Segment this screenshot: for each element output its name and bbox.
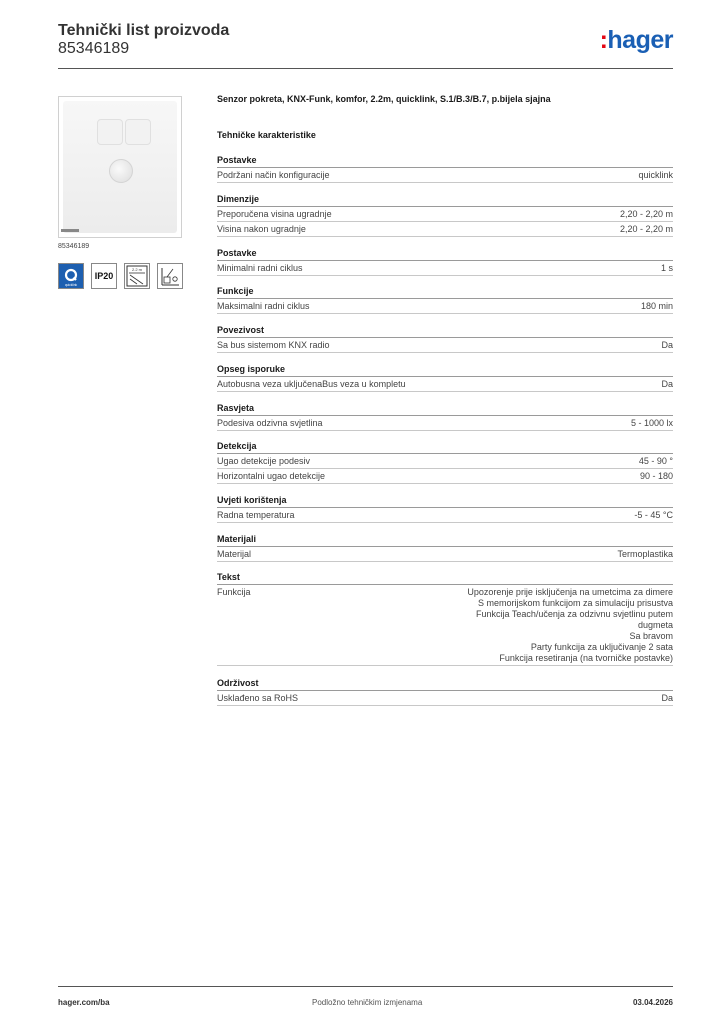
- section-title: Dimenzije: [217, 193, 673, 207]
- spec-label: Ugao detekcije podesiv: [217, 456, 311, 466]
- footer-website-link[interactable]: hager.com/ba: [58, 998, 110, 1007]
- section-title: Postavke: [217, 247, 673, 261]
- spec-value: 2,20 - 2,20 m: [619, 224, 673, 234]
- section-title: Opseg isporuke: [217, 363, 673, 377]
- function-line: dugmeta: [637, 620, 673, 630]
- spec-label: Materijal: [217, 549, 252, 559]
- spec-value: Da: [661, 693, 673, 703]
- spec-label: Maksimalni radni ciklus: [217, 301, 310, 311]
- spec-label: Preporučena visina ugradnje: [217, 209, 332, 219]
- mounting-height-caption: 2.2 m: [131, 267, 143, 272]
- spec-section: [217, 533, 673, 562]
- product-description: Senzor pokreta, KNX-Funk, komfor, 2.2m, quicklink, S.1/B.3/B.7, p.bijela sjajna: [217, 94, 551, 104]
- spec-section: [217, 324, 673, 353]
- quicklink-caption: quicklink: [64, 283, 78, 287]
- section-title: Rasvjeta: [217, 402, 673, 416]
- sensor-button-left: [97, 119, 123, 145]
- spec-value: 45 - 90 °: [638, 456, 673, 466]
- image-ref-code: 85346189: [58, 243, 90, 250]
- spec-section: [217, 571, 673, 666]
- spec-row: [217, 454, 673, 469]
- footer-notice: Podložno tehničkim izmjenama: [312, 998, 423, 1007]
- hager-logo: [600, 26, 673, 55]
- spec-row: [217, 508, 673, 523]
- section-title: Postavke: [217, 154, 673, 168]
- spec-section: [217, 677, 673, 706]
- section-title: Detekcija: [217, 440, 673, 454]
- section-title: Održivost: [217, 677, 673, 691]
- sensor-lens: [109, 159, 133, 183]
- spec-label: Autobusna veza uključenaBus veza u kompletu: [217, 379, 406, 389]
- spec-label: Horizontalni ugao detekcije: [217, 471, 326, 481]
- spec-value: -5 - 45 °C: [634, 510, 673, 520]
- function-line: Funkcija resetiranja (na tvorničke postavke): [499, 653, 673, 663]
- spec-row: [217, 261, 673, 276]
- spec-value: Da: [661, 340, 673, 350]
- document-title: Tehnički list proizvoda: [58, 22, 230, 39]
- spec-value: 5 - 1000 lx: [630, 418, 673, 428]
- spec-section: [217, 440, 673, 484]
- section-title: Materijali: [217, 533, 673, 547]
- spec-value: 180 min: [640, 301, 673, 311]
- quicklink-icon: [58, 263, 84, 289]
- spec-value: Da: [661, 379, 673, 389]
- spec-section: [217, 494, 673, 523]
- spec-section: [217, 193, 673, 237]
- spec-value: 1 s: [660, 263, 673, 273]
- spec-label: Usklađeno sa RoHS: [217, 693, 299, 703]
- function-line: Party funkcija za uključivanje 2 sata: [530, 642, 673, 652]
- spec-row: [217, 547, 673, 562]
- spec-label: Podesiva odzivna svjetlina: [217, 418, 323, 428]
- page-header: [58, 20, 673, 70]
- spec-value: 90 - 180: [639, 471, 673, 481]
- spec-label: Podržani način konfiguracije: [217, 170, 330, 180]
- spec-section: [217, 247, 673, 276]
- tech-characteristics-heading: Tehničke karakteristike: [217, 130, 316, 140]
- spec-section: [217, 154, 673, 183]
- spec-row: [217, 377, 673, 392]
- section-title: Povezivost: [217, 324, 673, 338]
- spec-label: Visina nakon ugradnje: [217, 224, 306, 234]
- spec-section: [217, 285, 673, 314]
- spec-section: [217, 402, 673, 431]
- spec-row: [217, 299, 673, 314]
- ip20-label: IP20: [94, 271, 114, 281]
- section-title: Tekst: [217, 571, 673, 585]
- section-title: Uvjeti korištenja: [217, 494, 673, 508]
- spec-value: Termoplastika: [617, 549, 673, 559]
- spec-value: 2,20 - 2,20 m: [619, 209, 673, 219]
- spec-row: [217, 338, 673, 353]
- function-line: Funkcija Teach/učenja za odzivnu svjetlinu putem: [476, 609, 673, 619]
- spec-row: [217, 168, 673, 183]
- spec-row: [217, 469, 673, 484]
- spec-value: quicklink: [638, 170, 673, 180]
- spec-label: Funkcija: [217, 587, 251, 597]
- spec-row: [217, 207, 673, 222]
- wall-mount-icon: [157, 263, 183, 289]
- spec-value-multiline: [417, 587, 673, 664]
- section-title: Funkcije: [217, 285, 673, 299]
- mounting-height-icon: [124, 263, 150, 289]
- page-footer: [58, 990, 673, 1010]
- function-line: Sa bravom: [629, 631, 673, 641]
- spec-row: [217, 585, 673, 666]
- screw-graphic: [61, 229, 79, 232]
- spec-label: Minimalni radni ciklus: [217, 263, 303, 273]
- product-code: 85346189: [58, 40, 130, 57]
- spec-row: [217, 416, 673, 431]
- logo-text: hager: [607, 26, 673, 54]
- footer-date: 03.04.2026: [632, 998, 673, 1007]
- product-image: [58, 96, 182, 238]
- spec-row: [217, 222, 673, 237]
- spec-section: [217, 363, 673, 392]
- spec-label: Radna temperatura: [217, 510, 295, 520]
- ip20-icon: [91, 263, 117, 289]
- spec-row: [217, 691, 673, 706]
- function-line: S memorijskom funkcijom za simulaciju prisustva: [477, 598, 673, 608]
- feature-icons: [58, 263, 183, 289]
- function-line: Upozorenje prije isključenja na umetcima za dimere: [467, 587, 673, 597]
- footer-divider: [58, 986, 673, 987]
- spec-label: Sa bus sistemom KNX radio: [217, 340, 330, 350]
- logo-colon: :: [599, 26, 608, 54]
- header-divider: [58, 68, 673, 69]
- sensor-button-right: [125, 119, 151, 145]
